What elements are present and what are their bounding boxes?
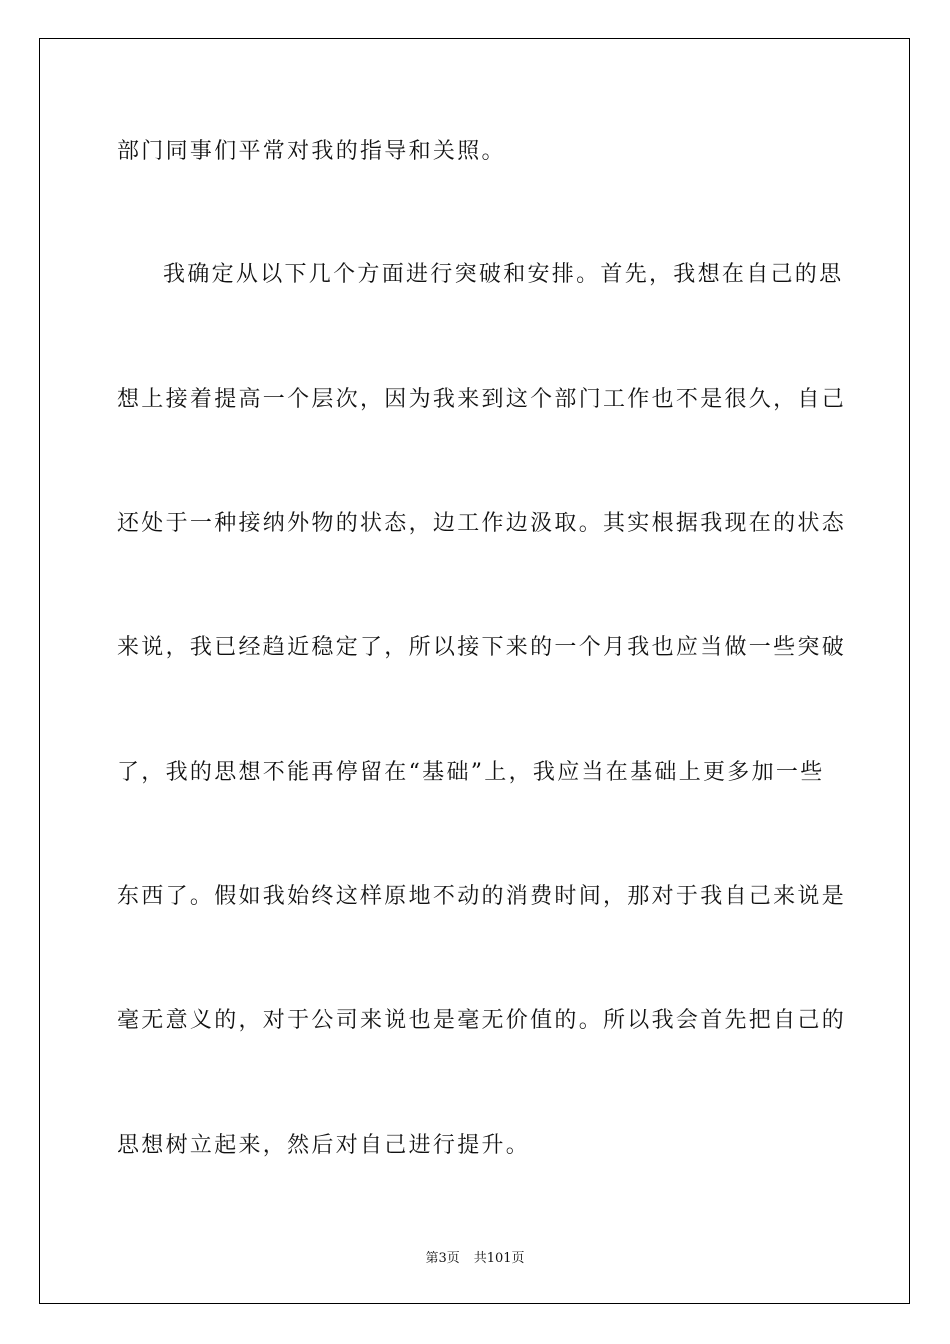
text-line: 毫无意义的，对于公司来说也是毫无价值的。所以我会首先把自己的 — [117, 1008, 847, 1033]
text-line: 还处于一种接纳外物的状态，边工作边汲取。其实根据我现在的状态 — [117, 511, 847, 536]
text-line: 了，我的思想不能再停留在“基础”上，我应当在基础上更多加一些 — [117, 760, 825, 785]
page-frame — [39, 38, 910, 1304]
text-line: 思想树立起来，然后对自己进行提升。 — [117, 1133, 531, 1158]
paragraph-first-line: 我确定从以下几个方面进行突破和安排。首先，我想在自己的思 — [163, 262, 844, 287]
text-line: 来说，我已经趋近稳定了，所以接下来的一个月我也应当做一些突破 — [117, 635, 847, 660]
text-line: 想上接着提高一个层次，因为我来到这个部门工作也不是很久，自己 — [117, 387, 847, 412]
page-number: 第3页 — [425, 1251, 460, 1266]
page-footer — [0, 1247, 950, 1266]
text-line: 部门同事们平常对我的指导和关照。 — [117, 139, 506, 164]
page-total: 共101页 — [473, 1251, 525, 1266]
text-line: 东西了。假如我始终这样原地不动的消费时间，那对于我自己来说是 — [117, 884, 847, 909]
